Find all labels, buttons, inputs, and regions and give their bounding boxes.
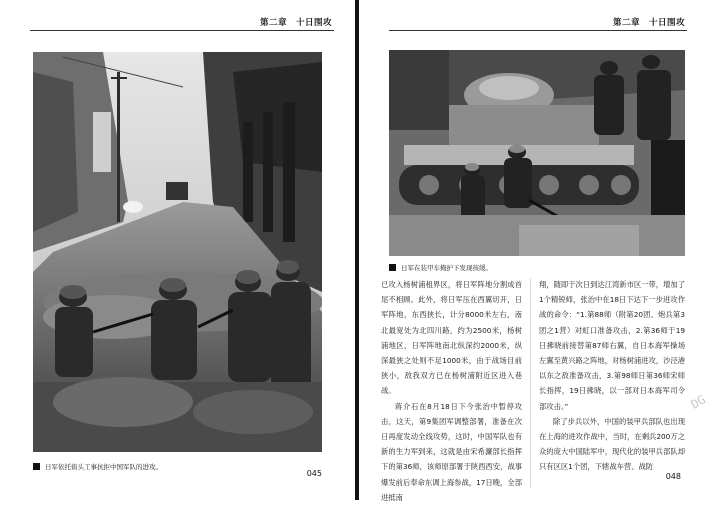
right-text-column-1 xyxy=(381,277,522,505)
caption-marker-icon xyxy=(389,264,396,271)
column-1-paragraph-2: 蒋介石在8月18日下今张治中暂停攻击，这天，第9集团军调整部署，准备在次日再度发动全线攻势，这时，中国军队也有新的生力军到来，这就是由宋希濂部长指挥下的第36师，该师原部署于陕西西安，战事爆发前后奉命东调上海参战，17日晚，全部进抵南 xyxy=(381,401,522,502)
left-photo-caption xyxy=(33,462,162,471)
right-caption-text: 日军在装甲车掩护下发现孩缓。 xyxy=(401,264,492,272)
right-text-column-2 xyxy=(539,277,685,475)
street-battle-image xyxy=(33,52,322,452)
left-page-header: 第二章 十日围攻 xyxy=(259,18,332,28)
right-header-rule xyxy=(389,30,687,31)
right-page xyxy=(359,0,715,500)
left-page-number: 045 xyxy=(306,469,322,478)
armored-vehicle-image xyxy=(389,50,685,256)
right-armored-vehicle-photo xyxy=(389,50,685,256)
caption-marker-icon xyxy=(33,463,40,470)
right-photo-caption xyxy=(389,263,492,272)
column-1-paragraph-1: 已攻入杨树浦租界区，将日军阵地分割成首尾不相顾。此外，将日军压在西翼切开，日军阵地，东西狭长，计分8000米左右，南北最宽处为北四川路，约为2500米，杨树浦地区，日军阵地南北纵深约2000米，纵深最狭之处则不足1000米，由于战场目前狭小，敌我双方已在杨树浦附近区进入巷战。 xyxy=(381,280,522,396)
left-street-battle-photo xyxy=(33,52,322,452)
column-divider xyxy=(530,278,531,488)
left-header-rule xyxy=(30,30,334,31)
column-2-paragraph-2: 除了步兵以外，中国的装甲兵部队也出现在上海的进攻作战中，当时，在剩兵200万之众的庞大中国陆军中，现代化的装甲兵部队却只有区区1个团，下辖战车营、战防 xyxy=(539,416,685,472)
left-caption-text: 日军依托街头工事抗拒中国军队的进攻。 xyxy=(45,463,162,471)
right-page-number: 048 xyxy=(665,472,681,481)
column-2-paragraph-1: 翔，随即于次日到达江湾新市区一带，增加了1个精锐师，张治中在18日下达下一步进攻作战的命令：“1.第88师（附第20团、炮兵第3团之1营）对虹口准备攻击，2.第36师于19日拂晓前接替第87师右翼，自日本海军操场左翼至黄兴路之阵地，对杨树浦进攻，沙泾港以东之敌准备攻击，3.第98师日第36师宋师长指挥，19日拂晓，以一部对日本海军司令部攻击。” xyxy=(539,280,685,411)
right-page-header: 第二章 十日围攻 xyxy=(612,18,685,28)
watermark: DG xyxy=(688,392,708,412)
left-page xyxy=(0,0,356,500)
